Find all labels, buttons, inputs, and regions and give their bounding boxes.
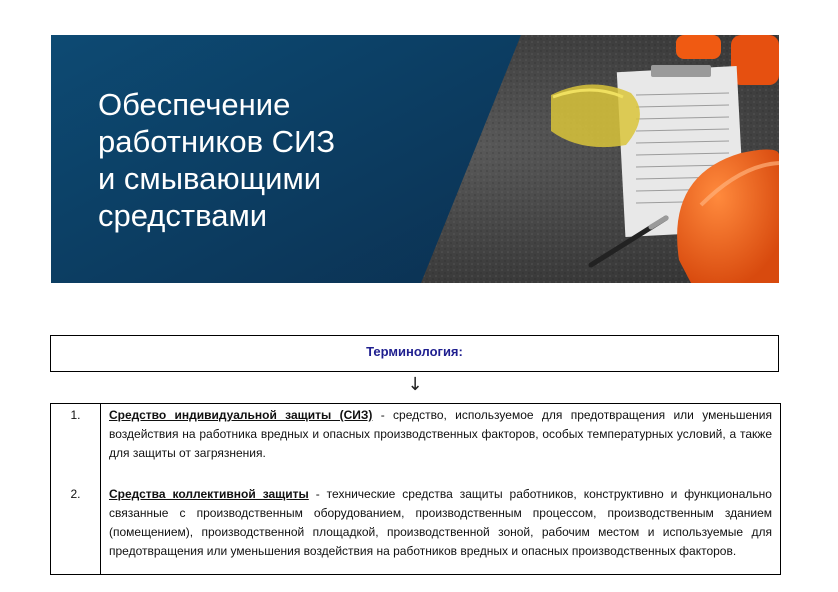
banner-title: Обеспечение работников СИЗ и смывающими средствами	[98, 87, 336, 233]
down-arrow-icon: ↓	[407, 374, 423, 395]
definition-description: - технические средства защиты работников, конструктивно и функционально связанные с производственным оборудованием, производственным процессом, производственным зданием (помещением), производственной площадкой, производственной зоной, рабочим местом и используемые для предотвращения или уменьшения воздействия на работников вредных и опасных производственных факторов.	[109, 487, 772, 558]
goggles-icon	[551, 84, 640, 147]
table-row	[51, 483, 781, 575]
terminology-heading: Терминология:	[366, 344, 463, 359]
definition-number: 1.	[51, 404, 101, 484]
earmuff-icon	[676, 35, 721, 59]
definition-number: 2.	[51, 483, 101, 575]
definitions-table	[50, 403, 781, 575]
definition-term: Средство индивидуальной защиты (СИЗ)	[109, 408, 373, 422]
definition-description: - средство, используемое для предотвращения или уменьшения воздействия на работника вредных и опасных производственных факторов, особых температурных условий, а также для защиты от загрязнения.	[109, 408, 772, 460]
definition-text	[101, 404, 781, 484]
definition-term: Средства коллективной защиты	[109, 487, 309, 501]
definition-text	[101, 483, 781, 575]
terminology-box	[50, 335, 779, 372]
table-row	[51, 404, 781, 484]
banner	[51, 35, 779, 283]
